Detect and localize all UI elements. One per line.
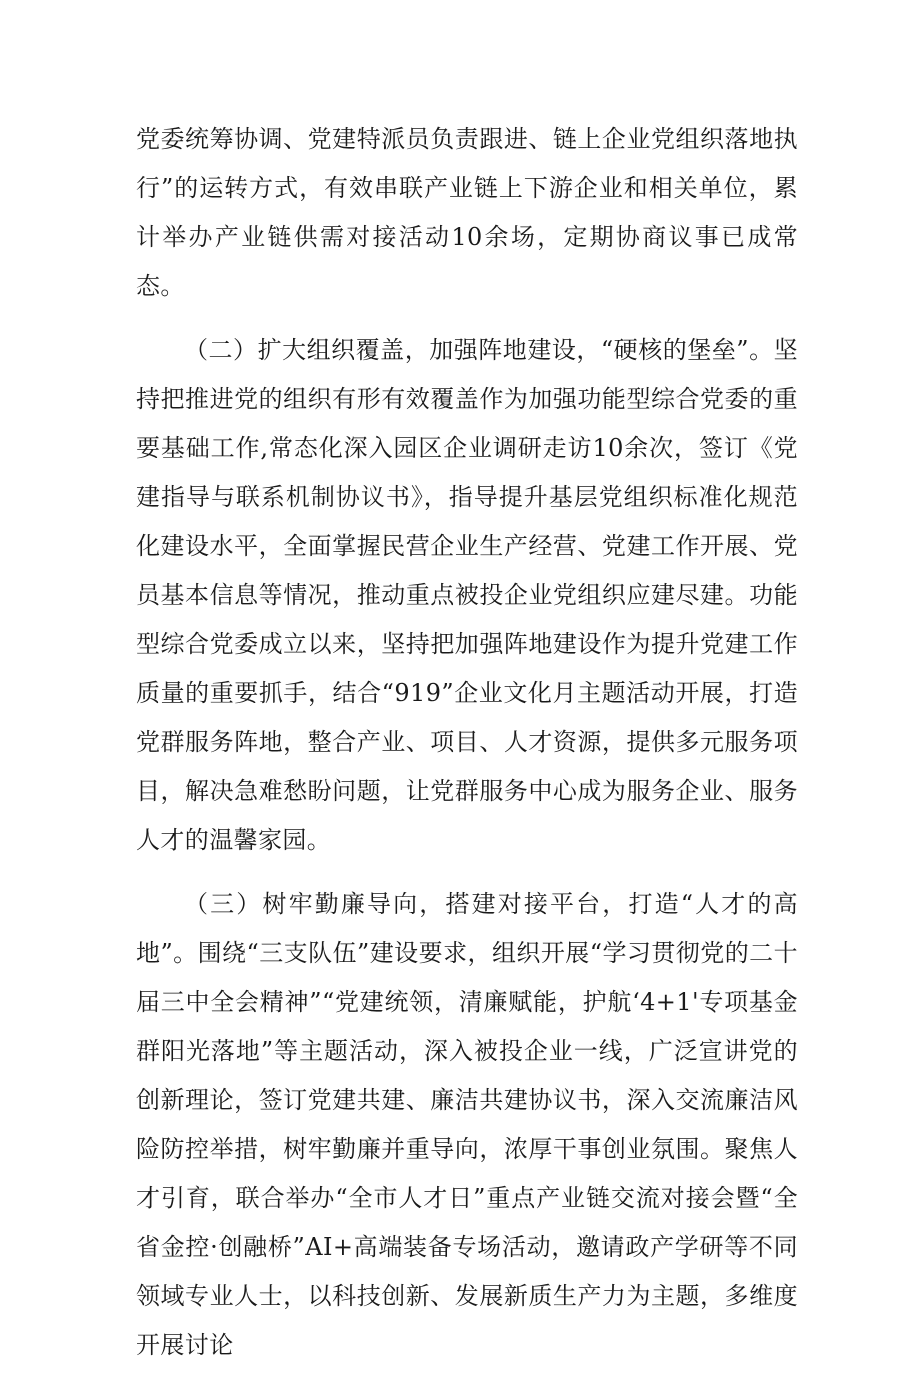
paragraph-section-three: （三）树牢勤廉导向，搭建对接平台，打造“人才的高地”。围绕“三支队伍”建设要求，组织开展“学习贯彻党的二十届三中全会精神”“党建统领，清廉赋能，护航‘4+1'专项基金群阳光落地”等主题活动，深入被投企业一线，广泛宣讲党的创新理论，签订党建共建、廉洁共建协议书，深入交流廉洁风险防控举措，树牢勤廉并重导向，浓厚干事创业氛围。聚焦人才引育，联合举办“全市人才日”重点产业链交流对接会暨“全省金控·创融桥”AI+高端装备专场活动，邀请政产学研等不同领域专业人士，以科技创新、发展新质生产力为主题，多维度开展讨论 [136, 890, 798, 1359]
document-body [136, 115, 798, 1385]
paragraph-continuation: 党委统筹协调、党建特派员负责跟进、链上企业党组织落地执行”的运转方式，有效串联产业链上下游企业和相关单位，累计举办产业链供需对接活动10余场，定期协商议事已成常态。 [136, 125, 798, 300]
paragraph-section-two: （二）扩大组织覆盖，加强阵地建设，“硬核的堡垒”。坚持把推进党的组织有形有效覆盖作为加强功能型综合党委的重要基础工作,常态化深入园区企业调研走访10余次，签订《党建指导与联系机制协议书》，指导提升基层党组织标准化规范化建设水平，全面掌握民营企业生产经营、党建工作开展、党员基本信息等情况，推动重点被投企业党组织应建尽建。功能型综合党委成立以来，坚持把加强阵地建设作为提升党建工作质量的重要抓手，结合“919”企业文化月主题活动开展，打造党群服务阵地，整合产业、项目、人才资源，提供多元服务项目，解决急难愁盼问题，让党群服务中心成为服务企业、服务人才的温馨家园。 [136, 336, 798, 854]
